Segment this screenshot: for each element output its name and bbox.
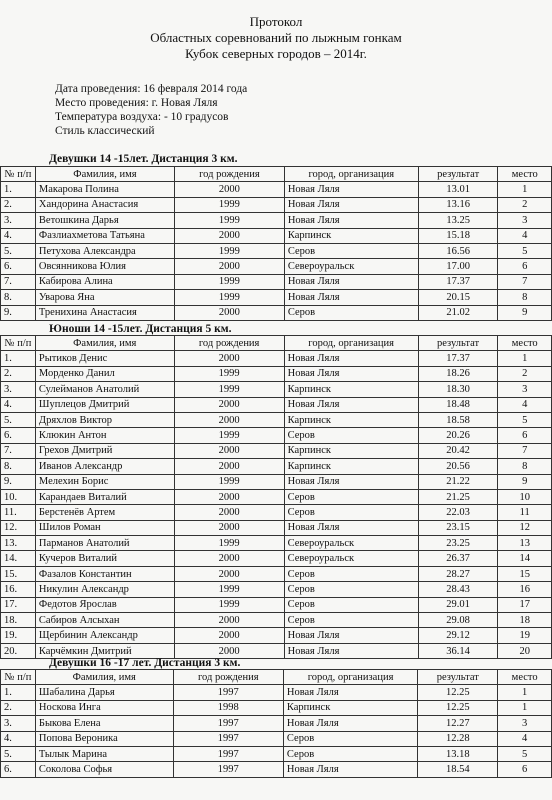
- table-row: [1, 382, 552, 397]
- cell-place: 1: [498, 685, 552, 700]
- table-row: [1, 443, 552, 458]
- cell-index: 6.: [1, 762, 36, 777]
- cell-place: 1: [498, 182, 552, 197]
- cell-place: 5: [498, 243, 552, 258]
- column-header-city: город, организация: [283, 670, 417, 685]
- cell-index: 3.: [1, 382, 36, 397]
- table-row: [1, 551, 552, 566]
- cell-index: 16.: [1, 582, 36, 597]
- cell-birth-year: 1999: [174, 243, 284, 258]
- column-header-place: место: [498, 167, 552, 182]
- cell-birth-year: 2000: [174, 351, 284, 366]
- cell-name: Никулин Александр: [35, 582, 174, 597]
- cell-index: 3.: [1, 716, 36, 731]
- cell-city: Новая Ляля: [284, 182, 418, 197]
- table-row: [1, 520, 552, 535]
- cell-birth-year: 1999: [174, 213, 284, 228]
- cell-place: 9: [498, 305, 552, 320]
- document-subtitle-cup: Кубок северных городов – 2014г.: [185, 46, 367, 61]
- results-table: [0, 335, 552, 659]
- column-header-name: Фамилия, имя: [35, 167, 174, 182]
- cell-city: Новая Ляля: [284, 366, 418, 381]
- cell-name: Фазалов Константин: [35, 566, 174, 581]
- cell-birth-year: 2000: [174, 305, 284, 320]
- cell-result: 20.15: [418, 290, 498, 305]
- cell-name: Тренихина Анастасия: [35, 305, 174, 320]
- cell-birth-year: 2000: [174, 628, 284, 643]
- cell-city: Новая Ляля: [283, 762, 417, 777]
- cell-place: 7: [498, 443, 552, 458]
- cell-result: 18.58: [418, 412, 498, 427]
- cell-name: Кабирова Алина: [35, 274, 174, 289]
- cell-name: Макарова Полина: [35, 182, 174, 197]
- column-header-index: № п/п: [1, 167, 36, 182]
- cell-result: 15.18: [418, 228, 498, 243]
- table-row: [1, 305, 552, 320]
- cell-city: Карпинск: [284, 382, 418, 397]
- cell-place: 6: [498, 428, 552, 443]
- table-header-row: [1, 167, 552, 182]
- cell-city: Новая Ляля: [283, 685, 417, 700]
- cell-city: Новая Ляля: [284, 628, 418, 643]
- cell-city: Новая Ляля: [284, 474, 418, 489]
- cell-place: 19: [498, 628, 552, 643]
- event-date: Дата проведения: 16 февраля 2014 года: [55, 83, 248, 95]
- cell-index: 15.: [1, 566, 36, 581]
- column-header-result: результат: [418, 167, 498, 182]
- cell-index: 2.: [1, 366, 36, 381]
- cell-result: 12.25: [418, 700, 498, 715]
- cell-index: 4.: [1, 397, 36, 412]
- cell-place: 15: [498, 566, 552, 581]
- table-row: [1, 582, 552, 597]
- cell-result: 23.15: [418, 520, 498, 535]
- table-row: [1, 716, 552, 731]
- cell-result: 20.42: [418, 443, 498, 458]
- cell-city: Новая Ляля: [284, 213, 418, 228]
- column-header-birth-year: год рождения: [174, 167, 284, 182]
- cell-index: 12.: [1, 520, 36, 535]
- cell-birth-year: 2000: [174, 228, 284, 243]
- section-title: Юноши 14 -15лет. Дистанция 5 км.: [49, 323, 232, 335]
- table-row: [1, 366, 552, 381]
- cell-index: 2.: [1, 197, 36, 212]
- cell-name: Носкова Инга: [35, 700, 173, 715]
- results-table: [0, 669, 552, 778]
- cell-place: 6: [498, 762, 552, 777]
- cell-name: Быкова Елена: [35, 716, 173, 731]
- cell-name: Федотов Ярослав: [35, 597, 174, 612]
- cell-place: 18: [498, 613, 552, 628]
- table-row: [1, 259, 552, 274]
- cell-city: Новая Ляля: [284, 290, 418, 305]
- cell-index: 8.: [1, 290, 36, 305]
- cell-result: 17.37: [418, 351, 498, 366]
- cell-birth-year: 2000: [174, 443, 284, 458]
- cell-index: 5.: [1, 746, 36, 761]
- cell-name: Хандорина Анастасия: [35, 197, 174, 212]
- cell-city: Новая Ляля: [284, 274, 418, 289]
- cell-name: Уварова Яна: [35, 290, 174, 305]
- cell-result: 18.30: [418, 382, 498, 397]
- table-row: [1, 762, 552, 777]
- cell-place: 2: [498, 366, 552, 381]
- cell-result: 22.03: [418, 505, 498, 520]
- cell-birth-year: 2000: [174, 489, 284, 504]
- cell-result: 13.01: [418, 182, 498, 197]
- cell-birth-year: 2000: [174, 505, 284, 520]
- cell-name: Берстенёв Артем: [35, 505, 174, 520]
- cell-result: 12.25: [418, 685, 498, 700]
- cell-city: Серов: [284, 243, 418, 258]
- table-row: [1, 746, 552, 761]
- cell-birth-year: 1997: [173, 685, 283, 700]
- cell-index: 7.: [1, 274, 36, 289]
- table-row: [1, 197, 552, 212]
- table-row: [1, 597, 552, 612]
- section-title: Девушки 16 -17 лет. Дистанция 3 км.: [49, 657, 241, 669]
- document-subtitle-event: Областных соревнований по лыжным гонкам: [150, 30, 402, 45]
- column-header-result: результат: [418, 336, 498, 351]
- cell-result: 29.12: [418, 628, 498, 643]
- cell-birth-year: 1999: [174, 274, 284, 289]
- cell-index: 6.: [1, 428, 36, 443]
- cell-result: 18.26: [418, 366, 498, 381]
- cell-birth-year: 2000: [174, 397, 284, 412]
- cell-name: Шабалина Дарья: [35, 685, 173, 700]
- cell-place: 13: [498, 536, 552, 551]
- cell-index: 9.: [1, 474, 36, 489]
- cell-city: Серов: [284, 305, 418, 320]
- cell-birth-year: 1997: [173, 762, 283, 777]
- cell-birth-year: 1999: [174, 197, 284, 212]
- cell-place: 5: [498, 746, 552, 761]
- cell-city: Серов: [283, 731, 417, 746]
- cell-birth-year: 1999: [174, 536, 284, 551]
- table-row: [1, 566, 552, 581]
- table-header-row: [1, 670, 552, 685]
- cell-index: 9.: [1, 305, 36, 320]
- cell-index: 13.: [1, 536, 36, 551]
- cell-place: 8: [498, 459, 552, 474]
- cell-result: 21.02: [418, 305, 498, 320]
- cell-index: 7.: [1, 443, 36, 458]
- cell-place: 8: [498, 290, 552, 305]
- cell-city: Серов: [284, 582, 418, 597]
- cell-place: 1: [498, 351, 552, 366]
- event-meta: [55, 82, 247, 138]
- cell-index: 1.: [1, 351, 36, 366]
- cell-name: Попова Вероника: [35, 731, 173, 746]
- cell-place: 1: [498, 700, 552, 715]
- cell-result: 21.25: [418, 489, 498, 504]
- cell-place: 12: [498, 520, 552, 535]
- section-title: Девушки 14 -15лет. Дистанция 3 км.: [49, 153, 238, 165]
- cell-place: 3: [498, 382, 552, 397]
- cell-birth-year: 1998: [173, 700, 283, 715]
- table-row: [1, 536, 552, 551]
- cell-index: 11.: [1, 505, 36, 520]
- cell-name: Мелехин Борис: [35, 474, 174, 489]
- cell-birth-year: 1999: [174, 366, 284, 381]
- cell-city: Новая Ляля: [284, 643, 418, 658]
- cell-name: Иванов Александр: [35, 459, 174, 474]
- cell-result: 29.08: [418, 613, 498, 628]
- cell-name: Грехов Дмитрий: [35, 443, 174, 458]
- table-row: [1, 489, 552, 504]
- cell-name: Ветошкина Дарья: [35, 213, 174, 228]
- table-row: [1, 685, 552, 700]
- cell-birth-year: 1997: [173, 731, 283, 746]
- cell-place: 4: [498, 731, 552, 746]
- cell-birth-year: 2000: [174, 613, 284, 628]
- cell-place: 9: [498, 474, 552, 489]
- table-row: [1, 731, 552, 746]
- cell-city: Карпинск: [284, 459, 418, 474]
- cell-city: Новая Ляля: [283, 716, 417, 731]
- cell-birth-year: 2000: [174, 412, 284, 427]
- cell-result: 20.56: [418, 459, 498, 474]
- cell-index: 4.: [1, 228, 36, 243]
- cell-name: Сулейманов Анатолий: [35, 382, 174, 397]
- cell-place: 20: [498, 643, 552, 658]
- cell-city: Серов: [284, 566, 418, 581]
- cell-place: 10: [498, 489, 552, 504]
- cell-index: 8.: [1, 459, 36, 474]
- cell-result: 18.48: [418, 397, 498, 412]
- table-row: [1, 290, 552, 305]
- cell-index: 19.: [1, 628, 36, 643]
- cell-name: Овсянникова Юлия: [35, 259, 174, 274]
- cell-city: Карпинск: [284, 443, 418, 458]
- cell-result: 13.18: [418, 746, 498, 761]
- cell-name: Шуплецов Дмитрий: [35, 397, 174, 412]
- cell-index: 3.: [1, 213, 36, 228]
- cell-birth-year: 2000: [174, 182, 284, 197]
- cell-place: 4: [498, 228, 552, 243]
- table-row: [1, 474, 552, 489]
- cell-birth-year: 2000: [174, 643, 284, 658]
- cell-name: Клюкин Антон: [35, 428, 174, 443]
- cell-city: Новая Ляля: [284, 520, 418, 535]
- table-row: [1, 243, 552, 258]
- column-header-city: город, организация: [284, 336, 418, 351]
- cell-index: 1.: [1, 182, 36, 197]
- cell-place: 11: [498, 505, 552, 520]
- cell-name: Рытиков Денис: [35, 351, 174, 366]
- column-header-birth-year: год рождения: [173, 670, 283, 685]
- table-row: [1, 213, 552, 228]
- cell-birth-year: 2000: [174, 551, 284, 566]
- cell-index: 5.: [1, 412, 36, 427]
- cell-result: 18.54: [418, 762, 498, 777]
- table-row: [1, 700, 552, 715]
- cell-place: 2: [498, 197, 552, 212]
- cell-name: Фазлиахметова Татьяна: [35, 228, 174, 243]
- cell-result: 20.26: [418, 428, 498, 443]
- cell-birth-year: 1999: [174, 290, 284, 305]
- table-header-row: [1, 336, 552, 351]
- column-header-result: результат: [418, 670, 498, 685]
- cell-name: Щербинин Александр: [35, 628, 174, 643]
- cell-city: Серов: [284, 489, 418, 504]
- column-header-place: место: [498, 336, 552, 351]
- cell-name: Петухова Александра: [35, 243, 174, 258]
- cell-name: Морденко Данил: [35, 366, 174, 381]
- cell-result: 36.14: [418, 643, 498, 658]
- column-header-city: город, организация: [284, 167, 418, 182]
- cell-birth-year: 1997: [173, 746, 283, 761]
- cell-index: 2.: [1, 700, 36, 715]
- cell-name: Шилов Роман: [35, 520, 174, 535]
- cell-place: 7: [498, 274, 552, 289]
- cell-birth-year: 1997: [173, 716, 283, 731]
- cell-result: 13.25: [418, 213, 498, 228]
- cell-city: Североуральск: [284, 551, 418, 566]
- cell-name: Кучеров Виталий: [35, 551, 174, 566]
- cell-place: 3: [498, 716, 552, 731]
- event-style: Стиль классический: [55, 125, 155, 137]
- cell-index: 17.: [1, 597, 36, 612]
- cell-city: Североуральск: [284, 259, 418, 274]
- table-row: [1, 228, 552, 243]
- cell-city: Новая Ляля: [284, 351, 418, 366]
- column-header-birth-year: год рождения: [174, 336, 284, 351]
- cell-birth-year: 1999: [174, 382, 284, 397]
- cell-result: 28.27: [418, 566, 498, 581]
- cell-index: 14.: [1, 551, 36, 566]
- results-table: [0, 166, 552, 321]
- cell-index: 6.: [1, 259, 36, 274]
- cell-place: 3: [498, 213, 552, 228]
- cell-index: 1.: [1, 685, 36, 700]
- table-row: [1, 428, 552, 443]
- table-row: [1, 182, 552, 197]
- cell-name: Карчёмкин Дмитрий: [35, 643, 174, 658]
- cell-birth-year: 2000: [174, 259, 284, 274]
- cell-result: 21.22: [418, 474, 498, 489]
- cell-result: 28.43: [418, 582, 498, 597]
- table-row: [1, 351, 552, 366]
- cell-result: 12.28: [418, 731, 498, 746]
- cell-birth-year: 2000: [174, 459, 284, 474]
- column-header-place: место: [498, 670, 552, 685]
- column-header-name: Фамилия, имя: [35, 336, 174, 351]
- column-header-index: № п/п: [1, 670, 36, 685]
- cell-birth-year: 1999: [174, 582, 284, 597]
- cell-place: 17: [498, 597, 552, 612]
- cell-place: 14: [498, 551, 552, 566]
- cell-name: Тылык Марина: [35, 746, 173, 761]
- table-row: [1, 628, 552, 643]
- cell-city: Серов: [284, 597, 418, 612]
- cell-result: 16.56: [418, 243, 498, 258]
- cell-index: 18.: [1, 613, 36, 628]
- cell-place: 16: [498, 582, 552, 597]
- cell-city: Серов: [284, 505, 418, 520]
- cell-result: 26.37: [418, 551, 498, 566]
- document-title: Протокол: [249, 14, 303, 29]
- cell-place: 4: [498, 397, 552, 412]
- cell-result: 17.37: [418, 274, 498, 289]
- cell-birth-year: 1999: [174, 474, 284, 489]
- cell-index: 10.: [1, 489, 36, 504]
- cell-result: 13.16: [418, 197, 498, 212]
- cell-city: Серов: [284, 428, 418, 443]
- cell-city: Карпинск: [283, 700, 417, 715]
- table-row: [1, 459, 552, 474]
- cell-birth-year: 2000: [174, 566, 284, 581]
- cell-name: Карандаев Виталий: [35, 489, 174, 504]
- cell-city: Новая Ляля: [284, 197, 418, 212]
- cell-city: Новая Ляля: [284, 397, 418, 412]
- cell-index: 5.: [1, 243, 36, 258]
- cell-city: Серов: [284, 613, 418, 628]
- cell-index: 4.: [1, 731, 36, 746]
- table-row: [1, 505, 552, 520]
- cell-index: 20.: [1, 643, 36, 658]
- cell-city: Североуральск: [284, 536, 418, 551]
- table-row: [1, 274, 552, 289]
- table-row: [1, 412, 552, 427]
- cell-city: Серов: [283, 746, 417, 761]
- cell-name: Дряхлов Виктор: [35, 412, 174, 427]
- cell-place: 5: [498, 412, 552, 427]
- event-temperature: Температура воздуха: - 10 градусов: [55, 111, 229, 123]
- cell-birth-year: 1999: [174, 597, 284, 612]
- cell-result: 17.00: [418, 259, 498, 274]
- column-header-index: № п/п: [1, 336, 36, 351]
- cell-city: Карпинск: [284, 412, 418, 427]
- cell-name: Парманов Анатолий: [35, 536, 174, 551]
- cell-name: Соколова Софья: [35, 762, 173, 777]
- cell-result: 29.01: [418, 597, 498, 612]
- cell-name: Сабиров Алсыхан: [35, 613, 174, 628]
- cell-result: 23.25: [418, 536, 498, 551]
- cell-place: 6: [498, 259, 552, 274]
- cell-result: 12.27: [418, 716, 498, 731]
- cell-city: Карпинск: [284, 228, 418, 243]
- event-place: Место проведения: г. Новая Ляля: [55, 97, 218, 109]
- table-row: [1, 397, 552, 412]
- table-row: [1, 613, 552, 628]
- column-header-name: Фамилия, имя: [35, 670, 173, 685]
- cell-birth-year: 2000: [174, 520, 284, 535]
- cell-birth-year: 1999: [174, 428, 284, 443]
